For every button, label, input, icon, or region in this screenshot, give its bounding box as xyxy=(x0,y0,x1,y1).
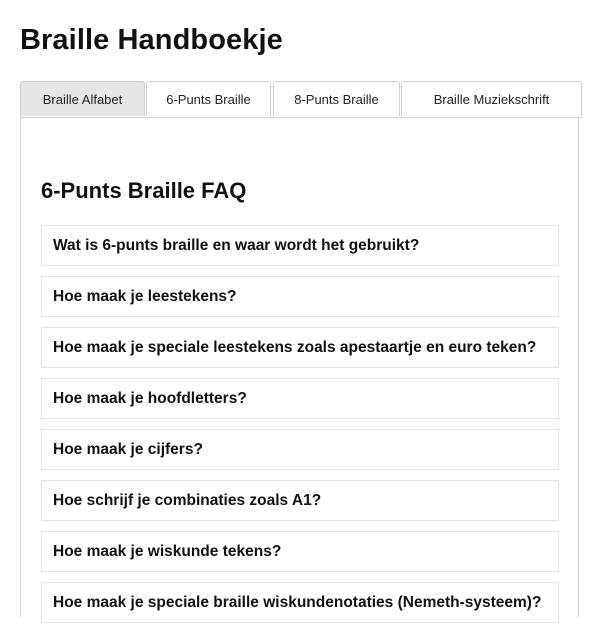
page-title: Braille Handboekje xyxy=(20,24,283,56)
tab-8-punts-braille[interactable]: 8-Punts Braille xyxy=(273,81,400,116)
faq-item-nemeth-systeem[interactable]: Hoe maak je speciale braille wiskundenotaties (Nemeth-systeem)? xyxy=(41,582,559,623)
faq-item-cijfers[interactable]: Hoe maak je cijfers? xyxy=(41,429,559,470)
faq-item-leestekens[interactable]: Hoe maak je leestekens? xyxy=(41,276,559,317)
faq-list xyxy=(41,225,559,633)
tab-panel xyxy=(20,117,579,617)
tab-6-punts-braille[interactable]: 6-Punts Braille xyxy=(146,81,271,116)
faq-item-wiskunde-tekens[interactable]: Hoe maak je wiskunde tekens? xyxy=(41,531,559,572)
faq-item-speciale-leestekens[interactable]: Hoe maak je speciale leestekens zoals apestaartje en euro teken? xyxy=(41,327,559,368)
faq-heading: 6-Punts Braille FAQ xyxy=(41,178,247,203)
tab-bar xyxy=(20,81,582,118)
faq-item-wat-is-6-punts[interactable]: Wat is 6-punts braille en waar wordt het gebruikt? xyxy=(41,225,559,266)
tab-braille-alfabet[interactable]: Braille Alfabet xyxy=(20,81,145,116)
faq-item-hoofdletters[interactable]: Hoe maak je hoofdletters? xyxy=(41,378,559,419)
faq-item-combinaties[interactable]: Hoe schrijf je combinaties zoals A1? xyxy=(41,480,559,521)
tab-braille-muziekschrift[interactable]: Braille Muziekschrift xyxy=(401,81,582,116)
